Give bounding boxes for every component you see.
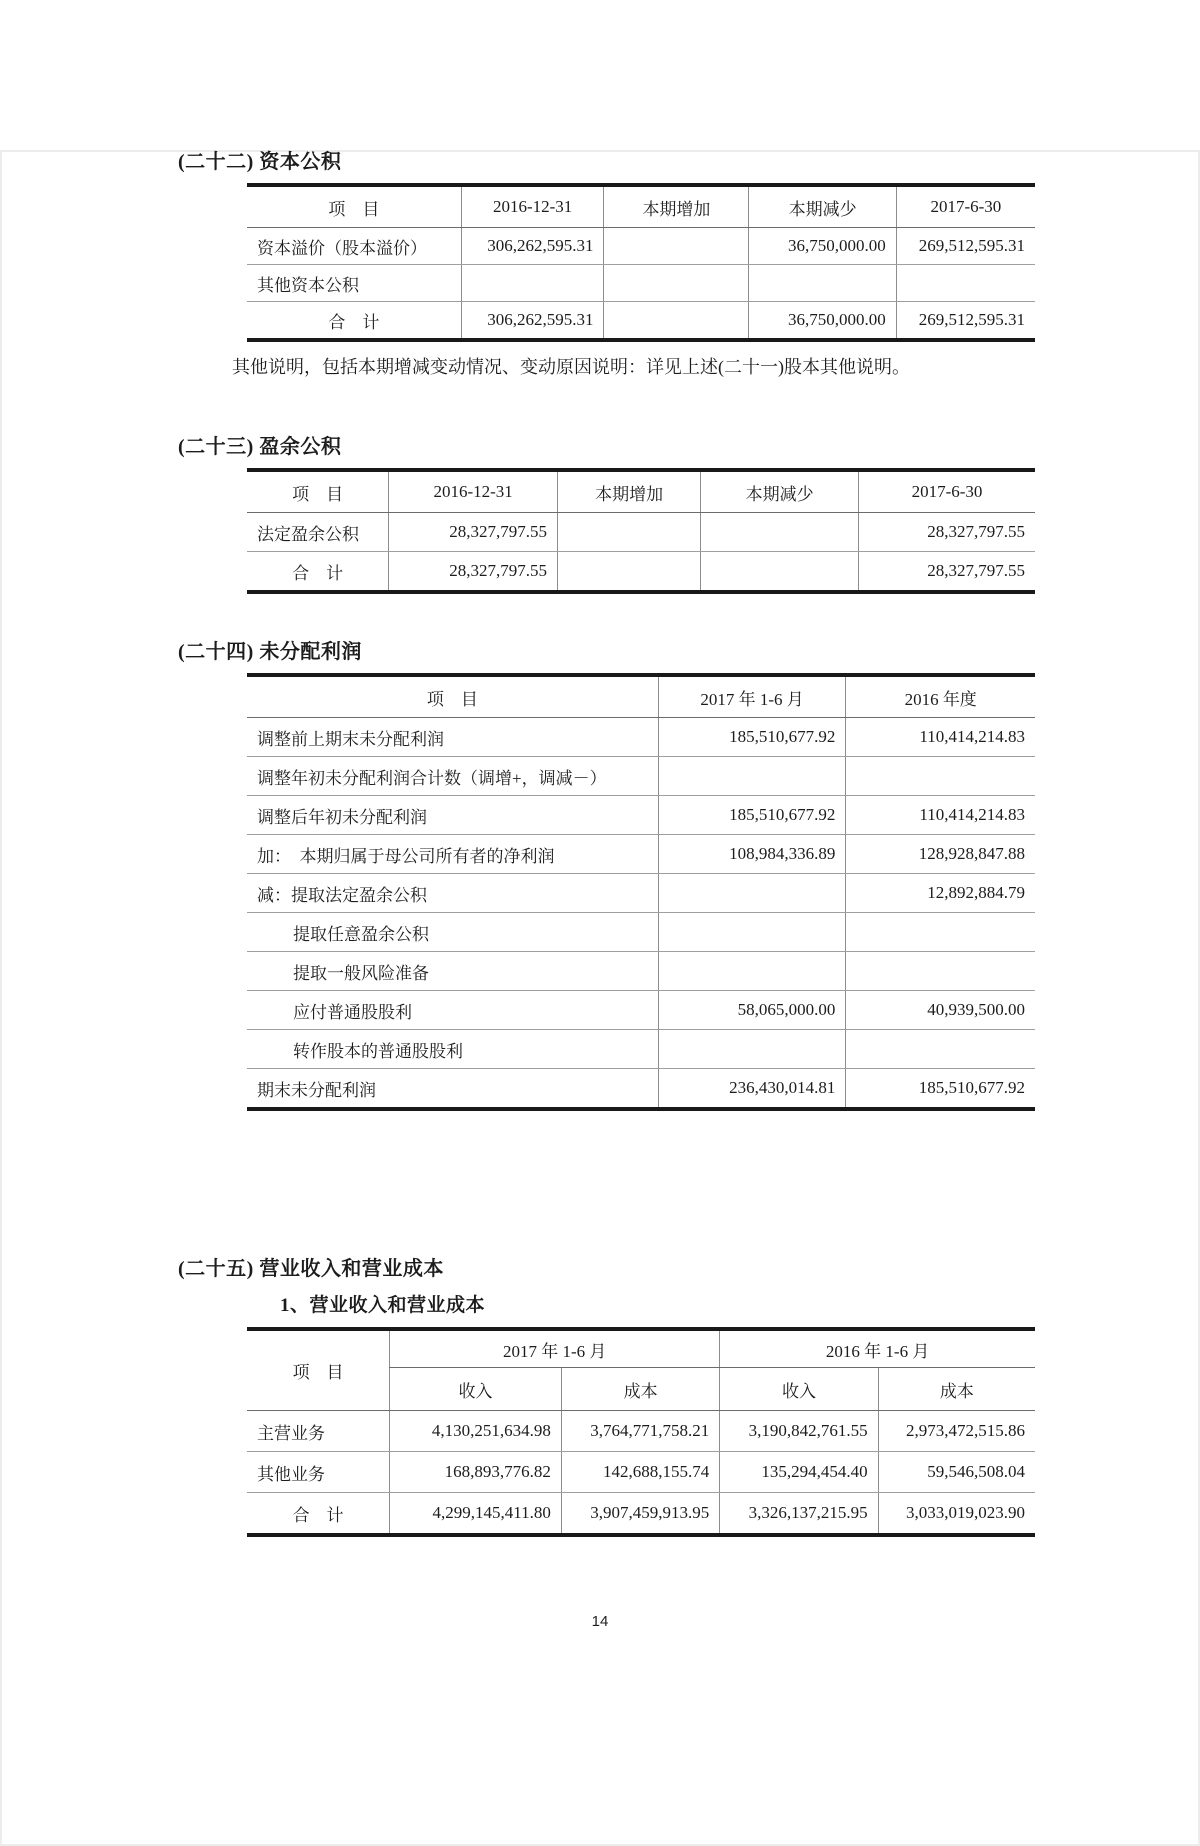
cell-value: 58,065,000.00 xyxy=(658,991,846,1030)
table-row xyxy=(247,1452,1035,1493)
row-label: 合 计 xyxy=(328,312,380,332)
cell-value: 12,892,884.79 xyxy=(846,874,1035,913)
cell-value: 135,294,454.40 xyxy=(720,1452,878,1493)
table-row xyxy=(247,513,1035,552)
row-label: 合 计 xyxy=(292,563,344,583)
column-header: 2016 年度 xyxy=(846,675,1035,718)
row-label: 合 计 xyxy=(292,1505,344,1525)
page-number: 14 xyxy=(591,1613,609,1630)
table-row xyxy=(247,228,1035,265)
column-header: 成本 xyxy=(561,1368,719,1411)
cell-value: 3,190,842,761.55 xyxy=(720,1411,878,1452)
column-header: 收入 xyxy=(390,1368,562,1411)
header-row xyxy=(247,470,1035,513)
cell-value xyxy=(896,265,1035,302)
column-header: 2017-6-30 xyxy=(858,470,1035,513)
cell-value: 269,512,595.31 xyxy=(896,302,1035,341)
column-header: 2016-12-31 xyxy=(389,470,558,513)
cell-value xyxy=(461,265,604,302)
row-label: 法定盈余公积 xyxy=(247,513,389,552)
row-label: 转作股本的普通股股利 xyxy=(247,1030,658,1069)
row-label: 期末未分配利润 xyxy=(257,1080,376,1100)
row-label: 调整前上期末未分配利润 xyxy=(247,718,658,757)
row-label: 提取一般风险准备 xyxy=(247,952,658,991)
cell-value: 306,262,595.31 xyxy=(461,228,604,265)
cell-value: 4,299,145,411.80 xyxy=(390,1493,562,1536)
row-label: 应付普通股股利 xyxy=(247,991,658,1030)
cell-value: 269,512,595.31 xyxy=(896,228,1035,265)
cell-value xyxy=(658,913,846,952)
header-row xyxy=(247,675,1035,718)
table-row xyxy=(247,874,1035,913)
cell-value: 36,750,000.00 xyxy=(749,302,896,341)
capital-reserve-note: 其他说明，包括本期增减变动情况、变动原因说明：详见上述(二十一)股本其他说明。 xyxy=(232,357,910,377)
cell-value: 40,939,500.00 xyxy=(846,991,1035,1030)
row-label: 资本溢价（股本溢价） xyxy=(247,228,461,265)
row-label: 调整后年初未分配利润 xyxy=(247,796,658,835)
column-group-header: 2017 年 1-6 月 xyxy=(390,1329,720,1368)
column-header: 项 目 xyxy=(247,1329,390,1411)
table-row xyxy=(247,1411,1035,1452)
table-row xyxy=(247,265,1035,302)
cell-value xyxy=(749,265,896,302)
cell-value: 3,326,137,215.95 xyxy=(720,1493,878,1536)
row-label: 提取任意盈余公积 xyxy=(247,913,658,952)
row-label: 其他资本公积 xyxy=(247,265,461,302)
table-row xyxy=(247,757,1035,796)
column-header: 2017 年 1-6 月 xyxy=(658,675,846,718)
revenue-cost-table xyxy=(247,1327,1035,1537)
cell-value: 128,928,847.88 xyxy=(846,835,1035,874)
cell-value xyxy=(604,265,749,302)
cell-value xyxy=(557,513,700,552)
table-row xyxy=(247,952,1035,991)
table-row xyxy=(247,913,1035,952)
document-page xyxy=(0,150,1200,1846)
cell-value: 108,984,336.89 xyxy=(658,835,846,874)
cell-value: 185,510,677.92 xyxy=(846,1069,1035,1110)
column-header: 项 目 xyxy=(247,185,461,228)
cell-value: 110,414,214.83 xyxy=(846,796,1035,835)
cell-value xyxy=(846,913,1035,952)
cell-value xyxy=(846,952,1035,991)
column-header: 成本 xyxy=(878,1368,1035,1411)
cell-value: 59,546,508.04 xyxy=(878,1452,1035,1493)
cell-value: 2,973,472,515.86 xyxy=(878,1411,1035,1452)
cell-value: 3,033,019,023.90 xyxy=(878,1493,1035,1536)
table-row xyxy=(247,1030,1035,1069)
section-heading-undistributed-profit: (二十四) 未分配利润 xyxy=(178,641,362,663)
row-label: 减：提取法定盈余公积 xyxy=(247,874,658,913)
cell-value: 168,893,776.82 xyxy=(390,1452,562,1493)
column-header: 2017-6-30 xyxy=(896,185,1035,228)
cell-value: 28,327,797.55 xyxy=(858,513,1035,552)
cell-value: 185,510,677.92 xyxy=(658,796,846,835)
cell-value: 185,510,677.92 xyxy=(658,718,846,757)
cell-value xyxy=(701,513,859,552)
table-row xyxy=(247,991,1035,1030)
column-header: 2016-12-31 xyxy=(461,185,604,228)
column-group-header: 2016 年 1-6 月 xyxy=(720,1329,1035,1368)
cell-value: 3,764,771,758.21 xyxy=(561,1411,719,1452)
cell-value: 236,430,014.81 xyxy=(658,1069,846,1110)
header-row xyxy=(247,185,1035,228)
cell-value xyxy=(846,757,1035,796)
cell-value: 28,327,797.55 xyxy=(858,552,1035,593)
capital-reserve-table xyxy=(247,183,1035,342)
group-header-row xyxy=(247,1329,1035,1368)
cell-value xyxy=(658,1030,846,1069)
section-heading-revenue-cost: (二十五) 营业收入和营业成本 xyxy=(178,1258,444,1280)
table-row xyxy=(247,796,1035,835)
total-row xyxy=(247,302,1035,341)
cell-value: 110,414,214.83 xyxy=(846,718,1035,757)
row-label: 加： 本期归属于母公司所有者的净利润 xyxy=(247,835,658,874)
cell-value xyxy=(658,952,846,991)
cell-value: 306,262,595.31 xyxy=(461,302,604,341)
row-label: 其他业务 xyxy=(247,1452,390,1493)
table-row xyxy=(247,1069,1035,1110)
cell-value: 28,327,797.55 xyxy=(389,513,558,552)
undistributed-profit-table xyxy=(247,673,1035,1111)
column-header: 项 目 xyxy=(247,470,389,513)
section-heading-surplus-reserve: (二十三) 盈余公积 xyxy=(178,436,342,458)
cell-value xyxy=(557,552,700,593)
column-header: 本期增加 xyxy=(557,470,700,513)
cell-value xyxy=(658,874,846,913)
table-row xyxy=(247,835,1035,874)
cell-value xyxy=(604,302,749,341)
column-header: 收入 xyxy=(720,1368,878,1411)
cell-value xyxy=(846,1030,1035,1069)
surplus-reserve-table xyxy=(247,468,1035,594)
total-row xyxy=(247,1493,1035,1536)
cell-value: 28,327,797.55 xyxy=(389,552,558,593)
cell-value: 4,130,251,634.98 xyxy=(390,1411,562,1452)
section-heading-capital-reserve: (二十二) 资本公积 xyxy=(178,151,342,173)
subsection-heading-revenue-cost: 1、营业收入和营业成本 xyxy=(280,1295,486,1316)
column-header: 本期减少 xyxy=(701,470,859,513)
table-row xyxy=(247,718,1035,757)
column-header: 项 目 xyxy=(247,675,658,718)
cell-value: 142,688,155.74 xyxy=(561,1452,719,1493)
column-header: 本期增加 xyxy=(604,185,749,228)
cell-value: 3,907,459,913.95 xyxy=(561,1493,719,1536)
column-header: 本期减少 xyxy=(749,185,896,228)
row-label: 调整年初未分配利润合计数（调增+，调减－） xyxy=(247,757,658,796)
row-label: 主营业务 xyxy=(247,1411,390,1452)
cell-value: 36,750,000.00 xyxy=(749,228,896,265)
cell-value xyxy=(658,757,846,796)
cell-value xyxy=(604,228,749,265)
total-row xyxy=(247,552,1035,593)
cell-value xyxy=(701,552,859,593)
